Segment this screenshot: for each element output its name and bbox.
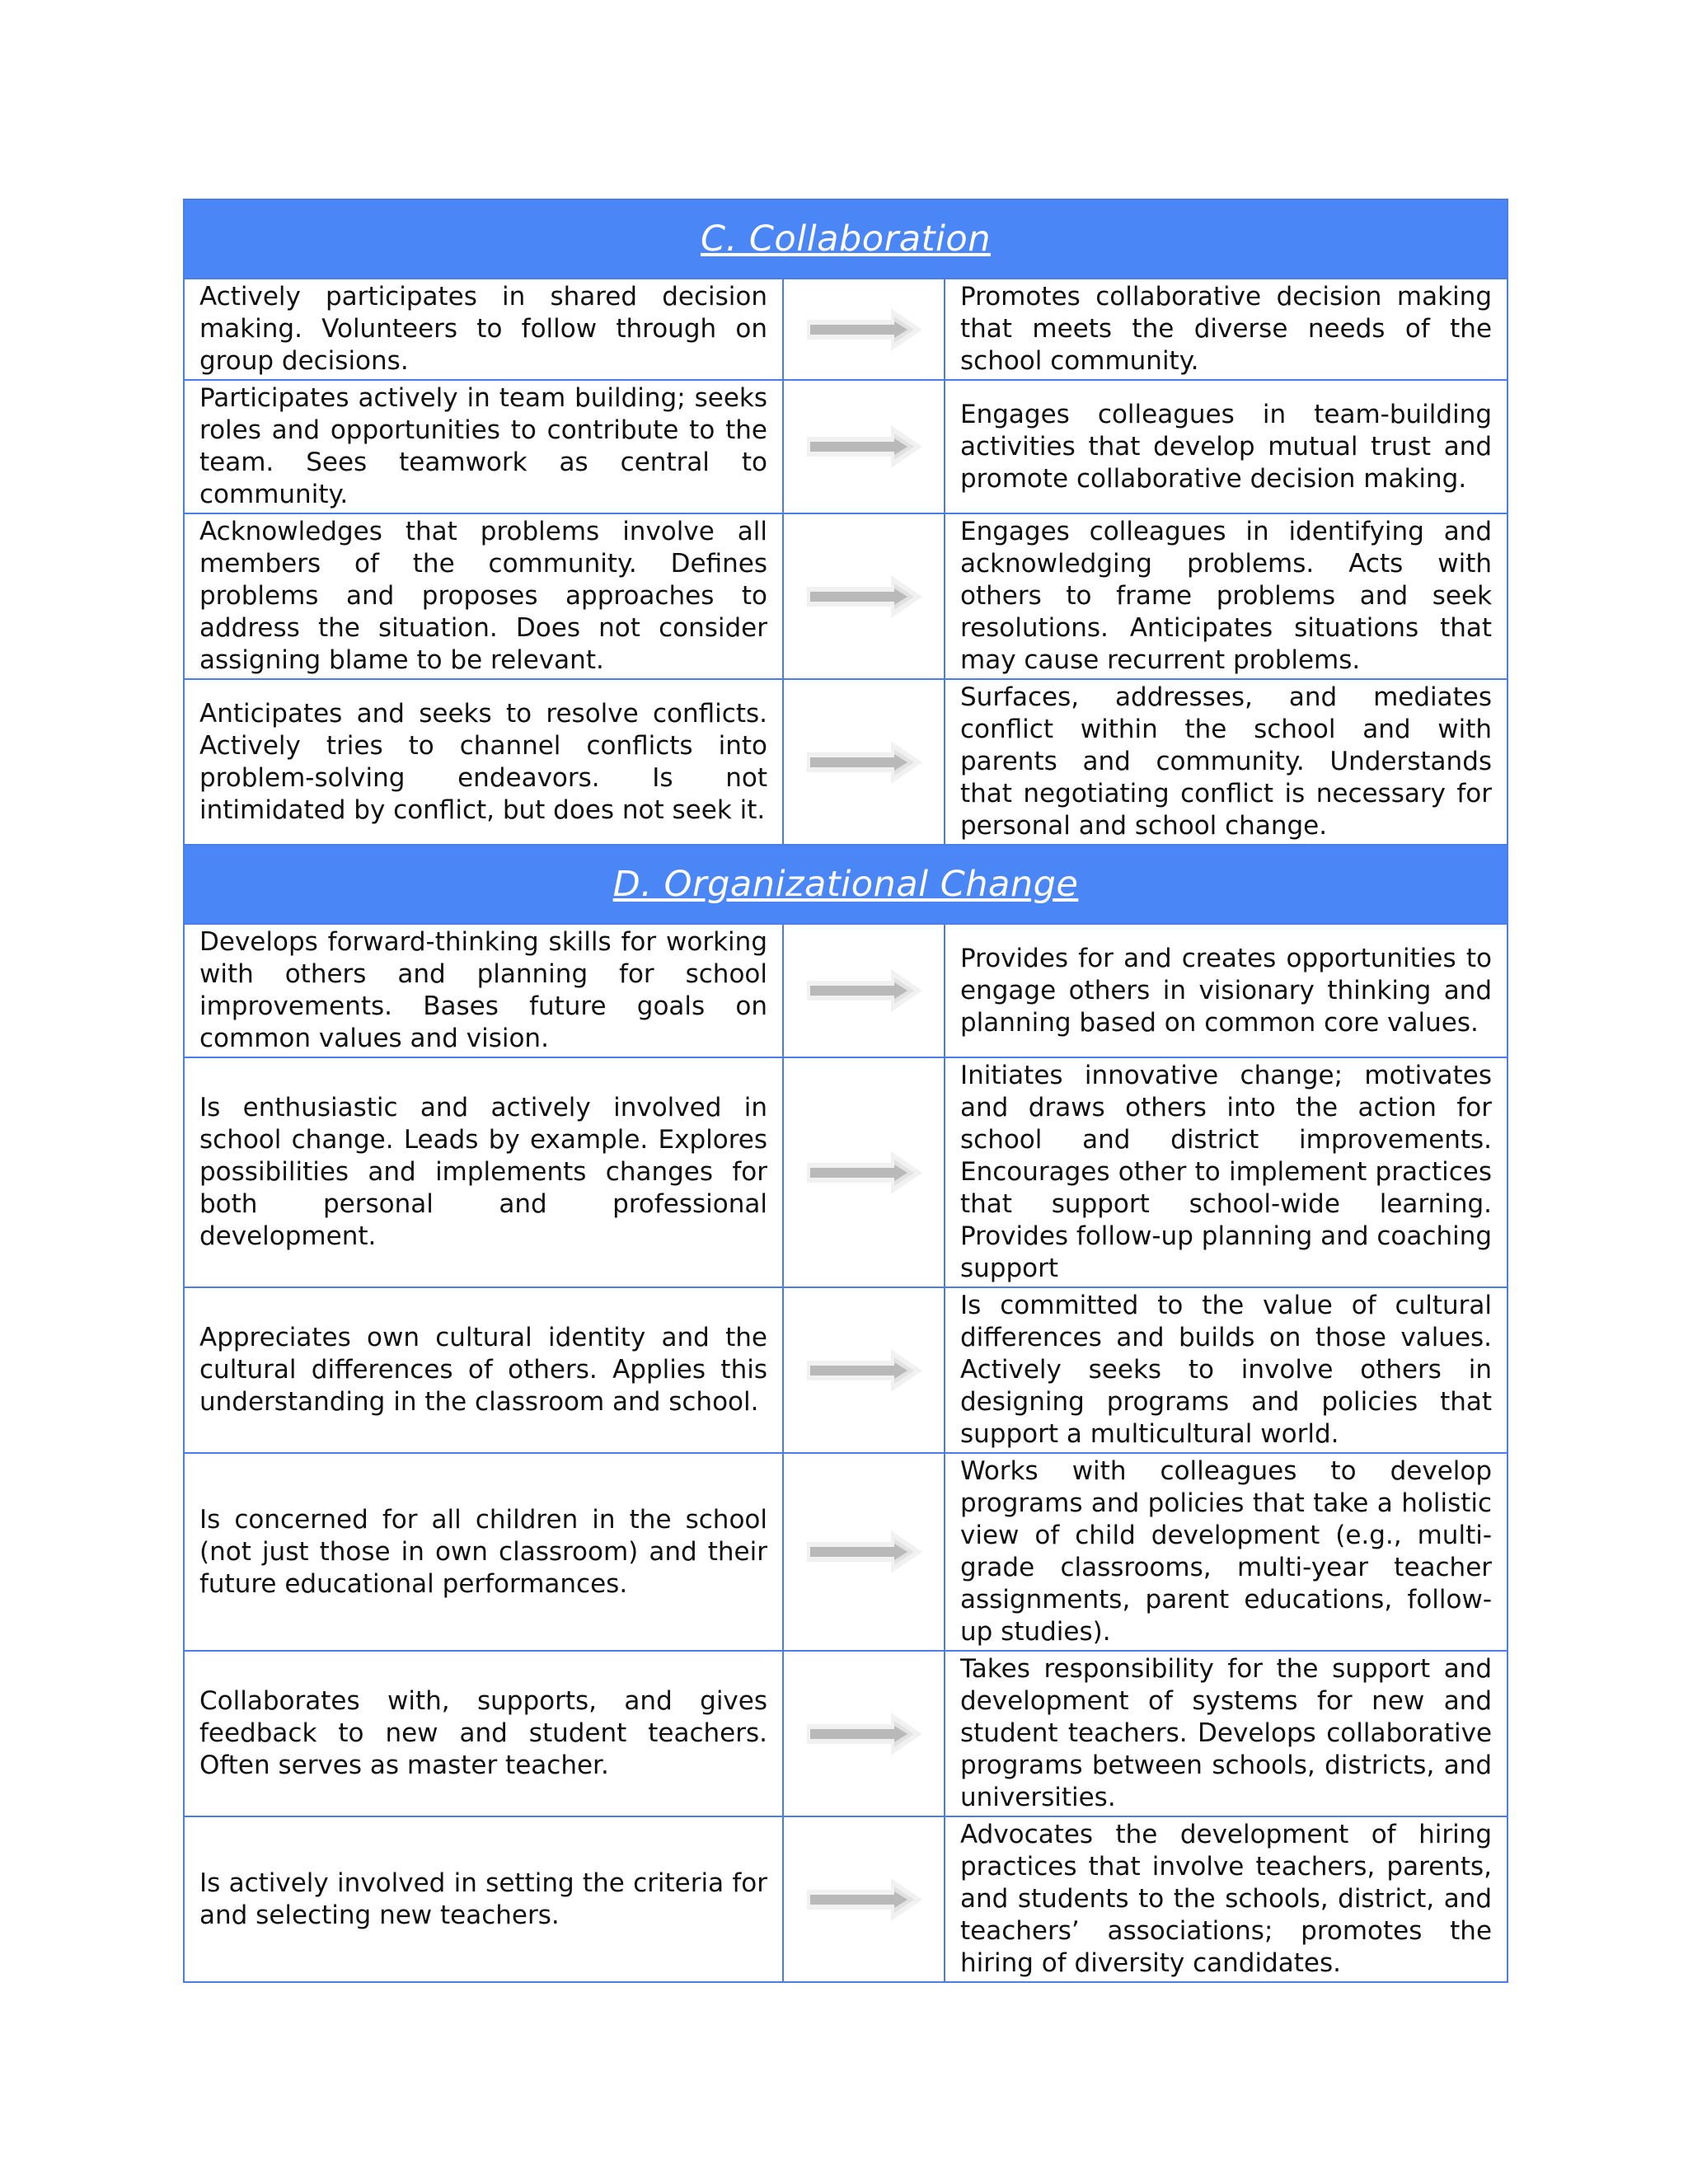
rubric-row: [184, 380, 1507, 513]
arrow-right-icon: [783, 1057, 945, 1287]
target-practice-cell: Engages colleagues in identifying and acknowledging problems. Acts with others to frame problems and seek resolutions. Anticipates situations that may cause recurrent problems.: [945, 513, 1507, 679]
rubric-row: [184, 924, 1507, 1057]
rubric-table: [183, 199, 1508, 1983]
rubric-row: [184, 513, 1507, 679]
target-practice-cell: Engages colleagues in team-building activities that develop mutual trust and promote collaborative decision making.: [945, 380, 1507, 513]
current-practice-cell: Collaborates with, supports, and gives feedback to new and student teachers. Often serves as master teacher.: [184, 1651, 783, 1816]
current-practice-cell: Is enthusiastic and actively involved in school change. Leads by example. Explores possibilities and implements changes for both personal and professional development.: [184, 1057, 783, 1287]
target-practice-cell: Surfaces, addresses, and mediates conflict within the school and with parents and community. Understands that negotiating conflict is necessary for personal and school change.: [945, 679, 1507, 845]
current-practice-cell: Acknowledges that problems involve all members of the community. Defines problems and proposes approaches to address the situation. Does not consider assigning blame to be relevant.: [184, 513, 783, 679]
section-header-organizational-change: [184, 845, 1507, 924]
section-header-collaboration: [184, 199, 1507, 279]
target-practice-cell: Takes responsibility for the support and development of systems for new and student teachers. Develops collaborative programs between schools, districts, and universities.: [945, 1651, 1507, 1816]
arrow-right-icon: [783, 679, 945, 845]
target-practice-cell: Promotes collaborative decision making that meets the diverse needs of the school community.: [945, 279, 1507, 380]
target-practice-cell: Is committed to the value of cultural differences and builds on those values. Actively seeks to involve others in designing programs and policies that support a multicultural world.: [945, 1287, 1507, 1453]
rubric-row: [184, 1287, 1507, 1453]
arrow-right-icon: [783, 1816, 945, 1982]
section-title: D. Organizational Change: [612, 864, 1079, 905]
arrow-right-icon: [783, 924, 945, 1057]
rubric-row: [184, 1816, 1507, 1982]
current-practice-cell: Anticipates and seeks to resolve conflicts. Actively tries to channel conflicts into problem-solving endeavors. Is not intimidated by conflict, but does not seek it.: [184, 679, 783, 845]
rubric-row: [184, 1057, 1507, 1287]
target-practice-cell: Provides for and creates opportunities to engage others in visionary thinking and planning based on common core values.: [945, 924, 1507, 1057]
arrow-right-icon: [783, 1651, 945, 1816]
rubric-row: [184, 279, 1507, 380]
current-practice-cell: Is actively involved in setting the criteria for and selecting new teachers.: [184, 1816, 783, 1982]
arrow-right-icon: [783, 1453, 945, 1651]
current-practice-cell: Is concerned for all children in the school (not just those in own classroom) and their future educational performances.: [184, 1453, 783, 1651]
arrow-right-icon: [783, 513, 945, 679]
rubric-row: [184, 679, 1507, 845]
arrow-right-icon: [783, 1287, 945, 1453]
arrow-right-icon: [783, 380, 945, 513]
current-practice-cell: Appreciates own cultural identity and the cultural differences of others. Applies this understanding in the classroom and school.: [184, 1287, 783, 1453]
target-practice-cell: Initiates innovative change; motivates and draws others into the action for school and district improvements. Encourages other to implement practices that support school-wide learning. Provides follow-up planning and coaching support: [945, 1057, 1507, 1287]
target-practice-cell: Advocates the development of hiring practices that involve teachers, parents, and students to the schools, district, and teachers’ associations; promotes the hiring of diversity candidates.: [945, 1816, 1507, 1982]
rubric-row: [184, 1453, 1507, 1651]
target-practice-cell: Works with colleagues to develop programs and policies that take a holistic view of child development (e.g., multi-grade classrooms, multi-year teacher assignments, parent educations, follow-up studies).: [945, 1453, 1507, 1651]
current-practice-cell: Develops forward-thinking skills for working with others and planning for school improvements. Bases future goals on common values and vision.: [184, 924, 783, 1057]
rubric-row: [184, 1651, 1507, 1816]
arrow-right-icon: [783, 279, 945, 380]
current-practice-cell: Actively participates in shared decision making. Volunteers to follow through on group decisions.: [184, 279, 783, 380]
section-title: C. Collaboration: [701, 218, 991, 260]
current-practice-cell: Participates actively in team building; seeks roles and opportunities to contribute to the team. Sees teamwork as central to community.: [184, 380, 783, 513]
